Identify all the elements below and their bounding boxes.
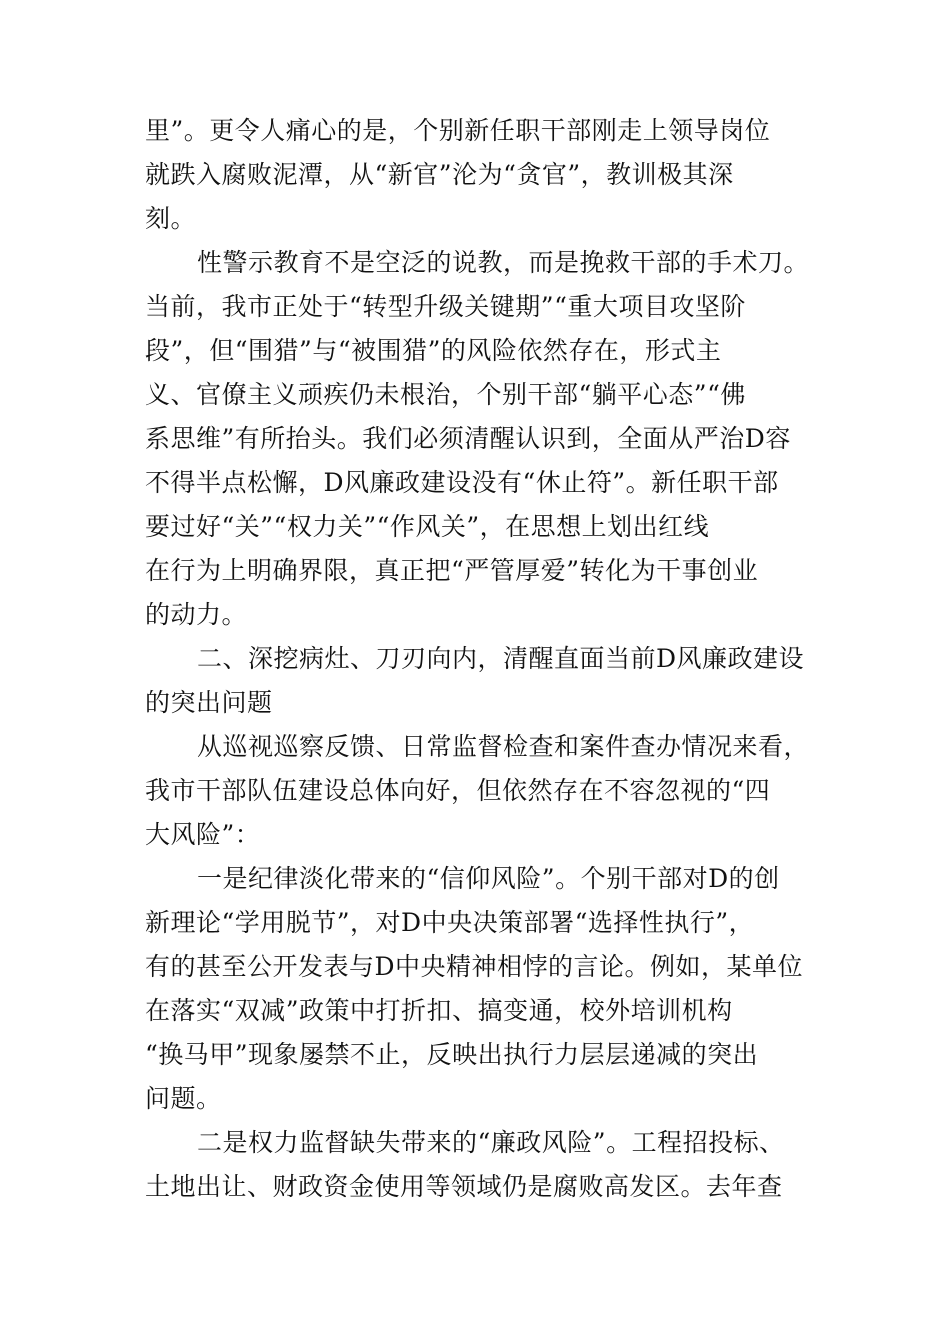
paragraph-first-line: 一是纪律淡化带来的“信仰风险”。个别干部对D的创 [197,864,780,893]
text-line: 土地出让、财政资金使用等领域仍是腐败高发区。去年查 [145,1172,783,1201]
section-heading-continued: 的突出问题 [145,688,273,717]
text-line: 里”。更令人痛心的是，个别新任职干部刚走上领导岗位 [145,116,771,145]
text-line: “换马甲”现象屡禁不止，反映出执行力层层递减的突出 [145,1040,759,1069]
text-line: 我市干部队伍建设总体向好，但依然存在不容忽视的“四 [145,776,771,805]
text-line: 在行为上明确界限，真正把“严管厚爱”转化为干事创业 [145,556,759,585]
text-line: 当前，我市正处于“转型升级关键期”“重大项目攻坚阶 [145,292,746,321]
text-line: 刻。 [145,204,197,233]
text-line: 新理论“学用脱节”，对D中央决策部署“选择性执行”， [145,908,755,937]
text-line: 就跌入腐败泥潭，从“新官”沦为“贪官”，教训极其深 [145,160,734,189]
paragraph-first-line: 性警示教育不是空泛的说教，而是挽救干部的手术刀。 [197,248,810,277]
text-line: 大风险”： [145,820,261,849]
text-line: 问题。 [145,1084,222,1113]
text-line: 的动力。 [145,600,248,629]
text-line: 不得半点松懈，D风廉政建设没有“休止符”。新任职干部 [145,468,779,497]
text-line: 在落实“双减”政策中打折扣、搞变通，校外培训机构 [145,996,733,1025]
section-heading: 二、深挖病灶、刀刃向内，清醒直面当前D风廉政建设 [197,644,805,673]
text-line: 义、官僚主义顽疾仍未根治，个别干部“躺平心态”“佛 [145,380,746,409]
text-line: 要过好“关”“权力关”“作风关”，在思想上划出红线 [145,512,710,541]
text-line: 有的甚至公开发表与D中央精神相悖的言论。例如，某单位 [145,952,804,981]
paragraph-first-line: 二是权力监督缺失带来的“廉政风险”。工程招投标、 [197,1128,785,1157]
paragraph-first-line: 从巡视巡察反馈、日常监督检查和案件查办情况来看， [197,732,810,761]
text-line: 段”，但“围猎”与“被围猎”的风险依然存在，形式主 [145,336,722,365]
text-line: 系思维”有所抬头。我们必须清醒认识到，全面从严治D容 [145,424,791,453]
